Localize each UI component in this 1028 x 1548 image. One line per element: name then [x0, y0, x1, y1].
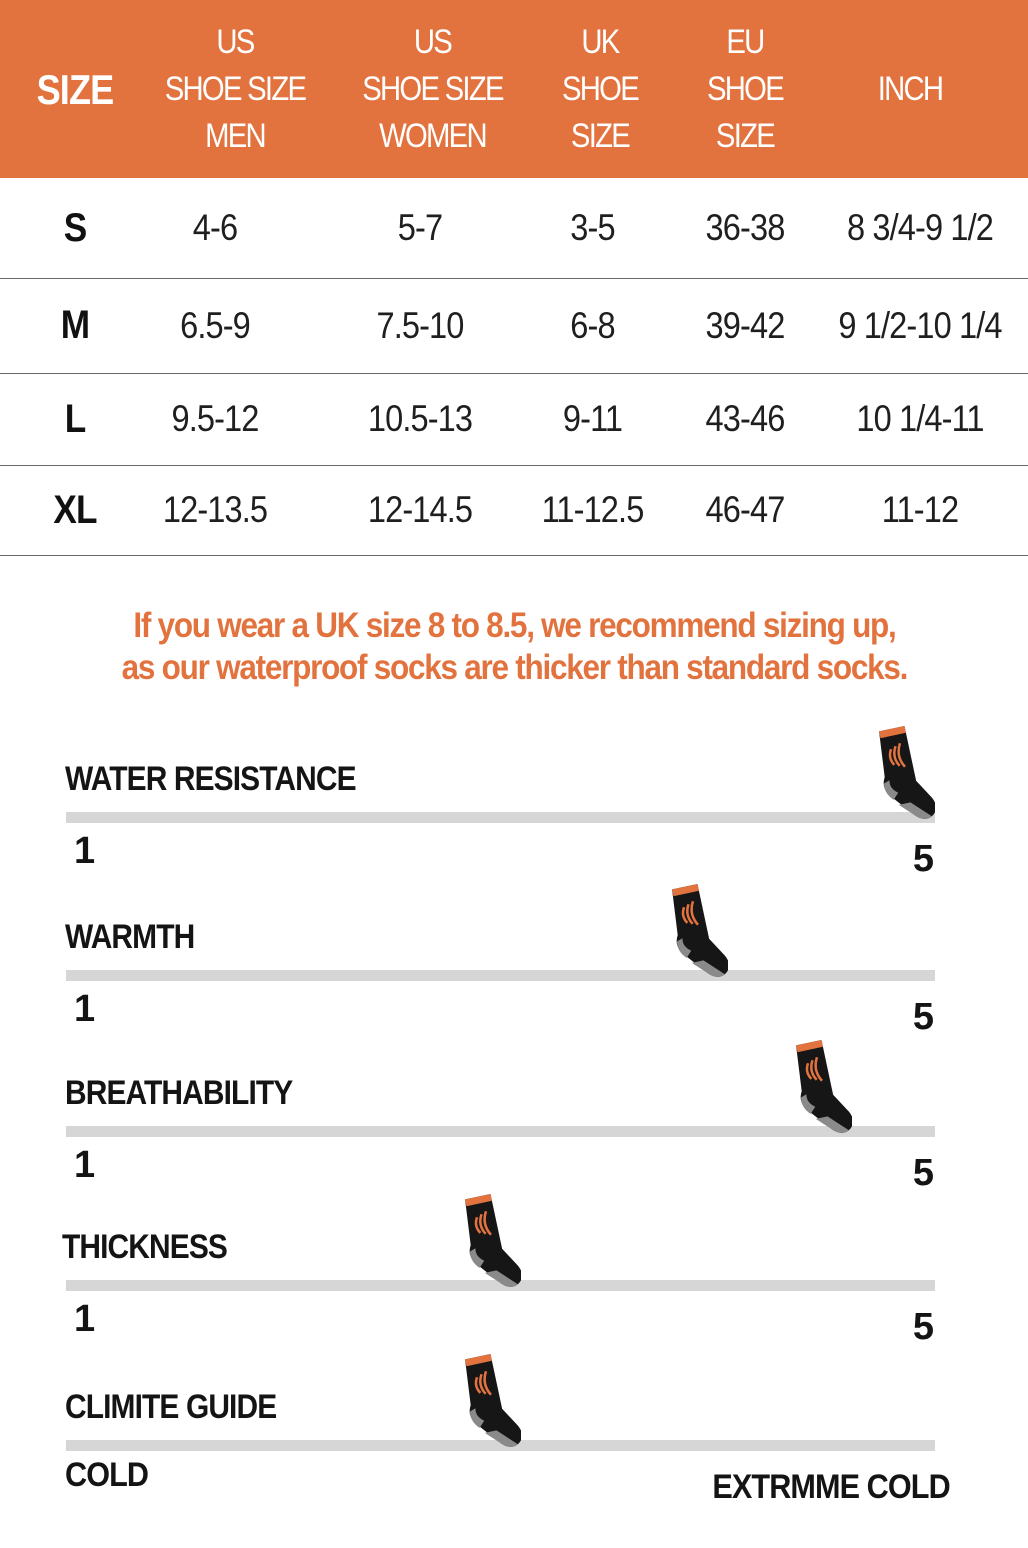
size-cell: S: [63, 205, 87, 250]
table-cell: 11-12.5: [541, 489, 644, 530]
header-us-women-label: US SHOE SIZE WOMEN: [362, 22, 503, 155]
table-cell: 10.5-13: [367, 398, 473, 439]
rating-marker: [451, 1190, 521, 1300]
rating-max-label: 5: [912, 1306, 934, 1348]
size-cell: L: [64, 396, 86, 441]
table-row: [0, 278, 1028, 374]
sock-icon: [782, 1036, 852, 1146]
rating-marker: [865, 722, 935, 832]
rating-min-label: 1: [74, 830, 96, 872]
table-cell: 9-11: [562, 398, 623, 439]
header-us-men-label: US SHOE SIZE MEN: [164, 22, 306, 155]
rating-label: CLIMITE GUIDE: [65, 1388, 277, 1426]
table-cell: 4-6: [192, 207, 238, 248]
sizing-note-text-2: as our waterproof socks are thicker than standard socks.: [121, 648, 907, 687]
table-cell: 39-42: [705, 304, 785, 346]
rating-min-label: 1: [74, 1144, 96, 1186]
header-inch-label: INCH: [877, 69, 943, 108]
rating-marker: [451, 1350, 521, 1460]
header-inch: [833, 0, 988, 178]
size-table-header: [0, 0, 1028, 178]
rating-water-resistance: [0, 760, 1028, 920]
table-cell: 6-8: [570, 304, 615, 346]
header-size: [19, 0, 131, 178]
header-us-men: [153, 0, 316, 178]
rating-track: [66, 812, 935, 823]
header-us-women: [349, 0, 517, 178]
table-cell: 36-38: [705, 207, 785, 248]
rating-min-label: COLD: [65, 1456, 149, 1494]
sizing-note-text-1: If you wear a UK size 8 to 8.5, we recommend sizing up,: [132, 606, 896, 645]
sock-icon: [451, 1190, 521, 1300]
header-eu: [689, 0, 801, 178]
sock-icon: [451, 1350, 521, 1460]
rating-climite-guide: [0, 1388, 1028, 1548]
table-cell: 5-7: [397, 207, 443, 248]
rating-marker: [658, 880, 728, 990]
rating-label: WARMTH: [65, 918, 195, 956]
rating-label: THICKNESS: [62, 1228, 227, 1266]
rating-warmth: [0, 918, 1028, 1078]
rating-max-label: EXTRMME COLD: [712, 1468, 950, 1506]
rating-min-label: 1: [74, 1298, 96, 1340]
table-row: [0, 178, 1028, 279]
rating-track: [66, 970, 935, 981]
sock-icon: [658, 880, 728, 990]
table-cell: 7.5-10: [376, 304, 464, 346]
table-cell: 8 3/4-9 1/2: [847, 207, 993, 248]
table-cell: 43-46: [705, 398, 785, 439]
table-cell: 46-47: [705, 489, 785, 530]
size-cell: M: [60, 303, 90, 347]
sizing-note-line-2: [0, 648, 1028, 688]
table-row: [0, 465, 1028, 556]
rating-label: WATER RESISTANCE: [65, 760, 356, 798]
rating-max-label: 5: [912, 996, 934, 1038]
header-eu-label: EU SHOE SIZE: [706, 22, 783, 155]
rating-max-label: 5: [912, 1152, 934, 1194]
header-size-label: SIZE: [36, 65, 114, 113]
table-cell: 9.5-12: [171, 398, 259, 439]
table-row: [0, 373, 1028, 466]
table-cell: 6.5-9: [180, 304, 250, 346]
sock-icon: [865, 722, 935, 832]
table-cell: 12-13.5: [162, 489, 268, 530]
table-cell: 12-14.5: [367, 489, 473, 530]
sizing-note-line-1: [0, 606, 1028, 646]
rating-marker: [782, 1036, 852, 1146]
table-cell: 3-5: [570, 207, 615, 248]
rating-label: BREATHABILITY: [65, 1074, 293, 1112]
table-cell: 11-12: [881, 489, 959, 530]
rating-max-label: 5: [912, 838, 934, 880]
size-cell: XL: [53, 487, 97, 532]
rating-min-label: 1: [74, 988, 96, 1030]
header-uk: [544, 0, 656, 178]
table-cell: 10 1/4-11: [856, 398, 984, 439]
header-uk-label: UK SHOE SIZE: [561, 22, 638, 155]
table-cell: 9 1/2-10 1/4: [838, 304, 1002, 346]
